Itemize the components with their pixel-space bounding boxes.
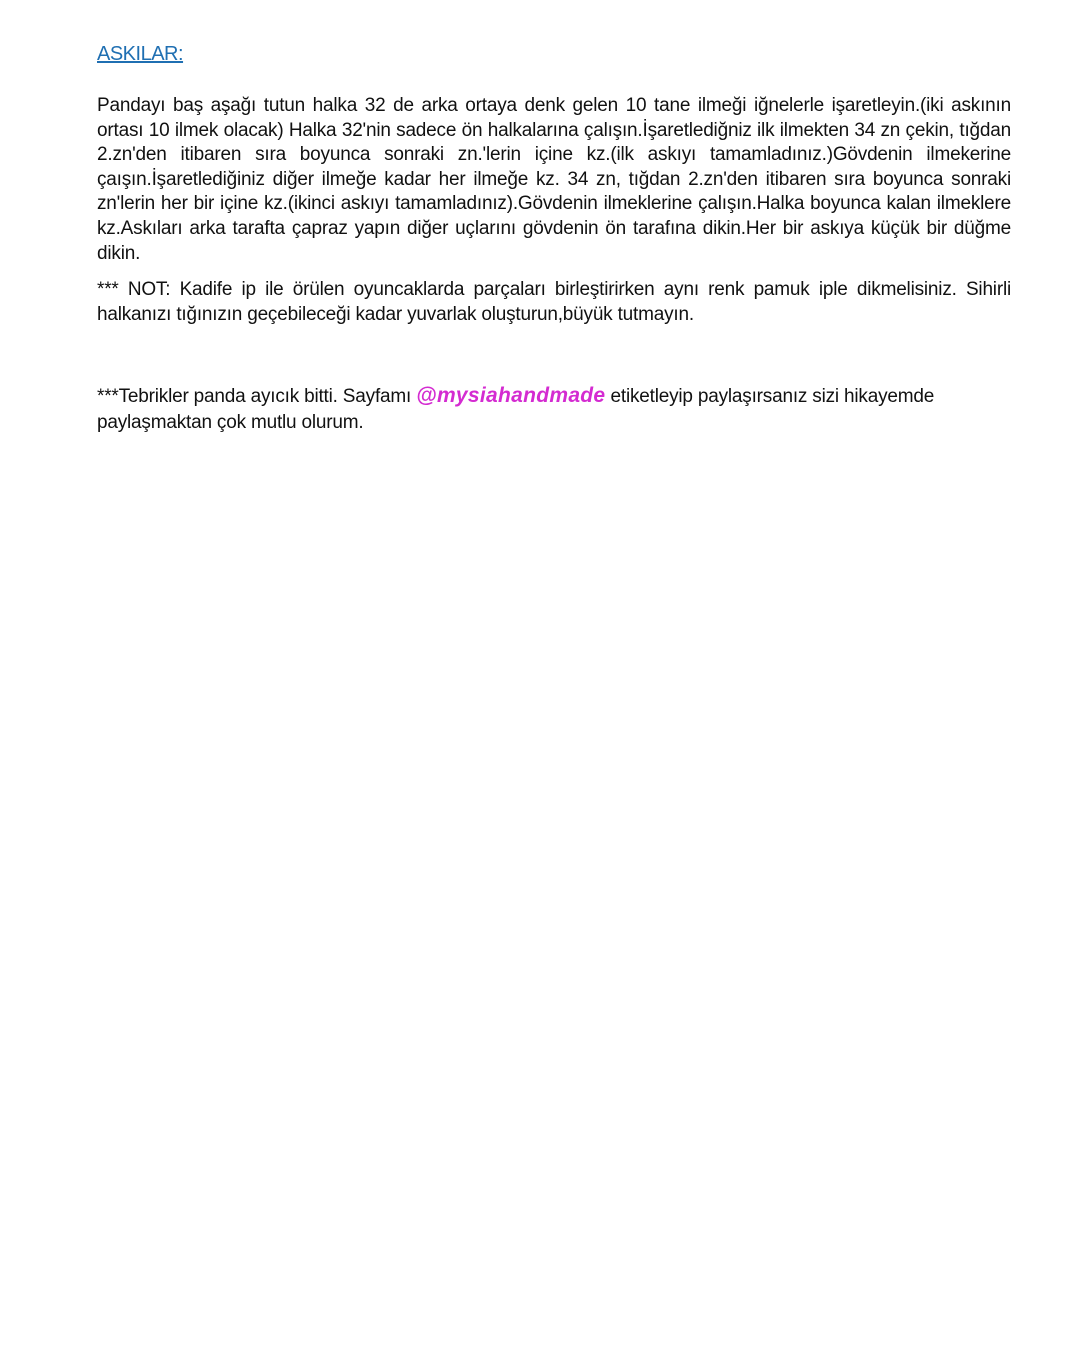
instagram-handle: @mysiahandmade bbox=[416, 384, 606, 408]
document-page bbox=[97, 40, 1011, 436]
note-paragraph: *** NOT: Kadife ip ile örülen oyuncaklarda parçaları birleştirirken aynı renk pamuk iple dikmelisiniz. Sihirli halkanızı tığınızın geçebileceği kadar yuvarlak oluşturun,büyük tutmayın. bbox=[97, 279, 1011, 325]
congrats-paragraph bbox=[97, 383, 1011, 436]
spacer bbox=[97, 327, 1011, 383]
section-heading: ASKILAR: bbox=[97, 43, 184, 65]
congrats-text-end: etiketleyip paylaşırsanız sizi hikayemde paylaşmaktan çok mutlu olurum. bbox=[97, 386, 935, 434]
instructions-paragraph: Pandayı baş aşağı tutun halka 32 de arka ortaya denk gelen 10 tane ilmeği iğnelerle işaretleyin.(iki askının ortası 10 ilmek olacak) Halka 32'nin sadece ön halkalarına çalışın.İşaretlediğniz ilk ilmekten 34 zn çekin, tığdan 2.zn'den itibaren sıra boyunca sonraki zn.'lerin içine kz.(ilk askıyı tamamladınız.)Gövdenin ilmekerine çaışın.İşaretlediğiniz diğer ilmeğe kadar her ilmeğe kz. 34 zn, tığdan 2.zn'den itibaren sıra boyunca sonraki zn'lerin her bir içine kz.(ikinci askıyı tamamladınız).Gövdenin ilmeklerine çalışın.Halka boyunca kalan ilmeklere kz.Askıları arka tarafta çapraz yapın diğer uçlarını gövdenin ön tarafına dikin.Her bir askıya küçük bir düğme dikin. bbox=[97, 95, 1011, 264]
congrats-text-start: ***Tebrikler panda ayıcık bitti. Sayfamı bbox=[97, 386, 417, 408]
